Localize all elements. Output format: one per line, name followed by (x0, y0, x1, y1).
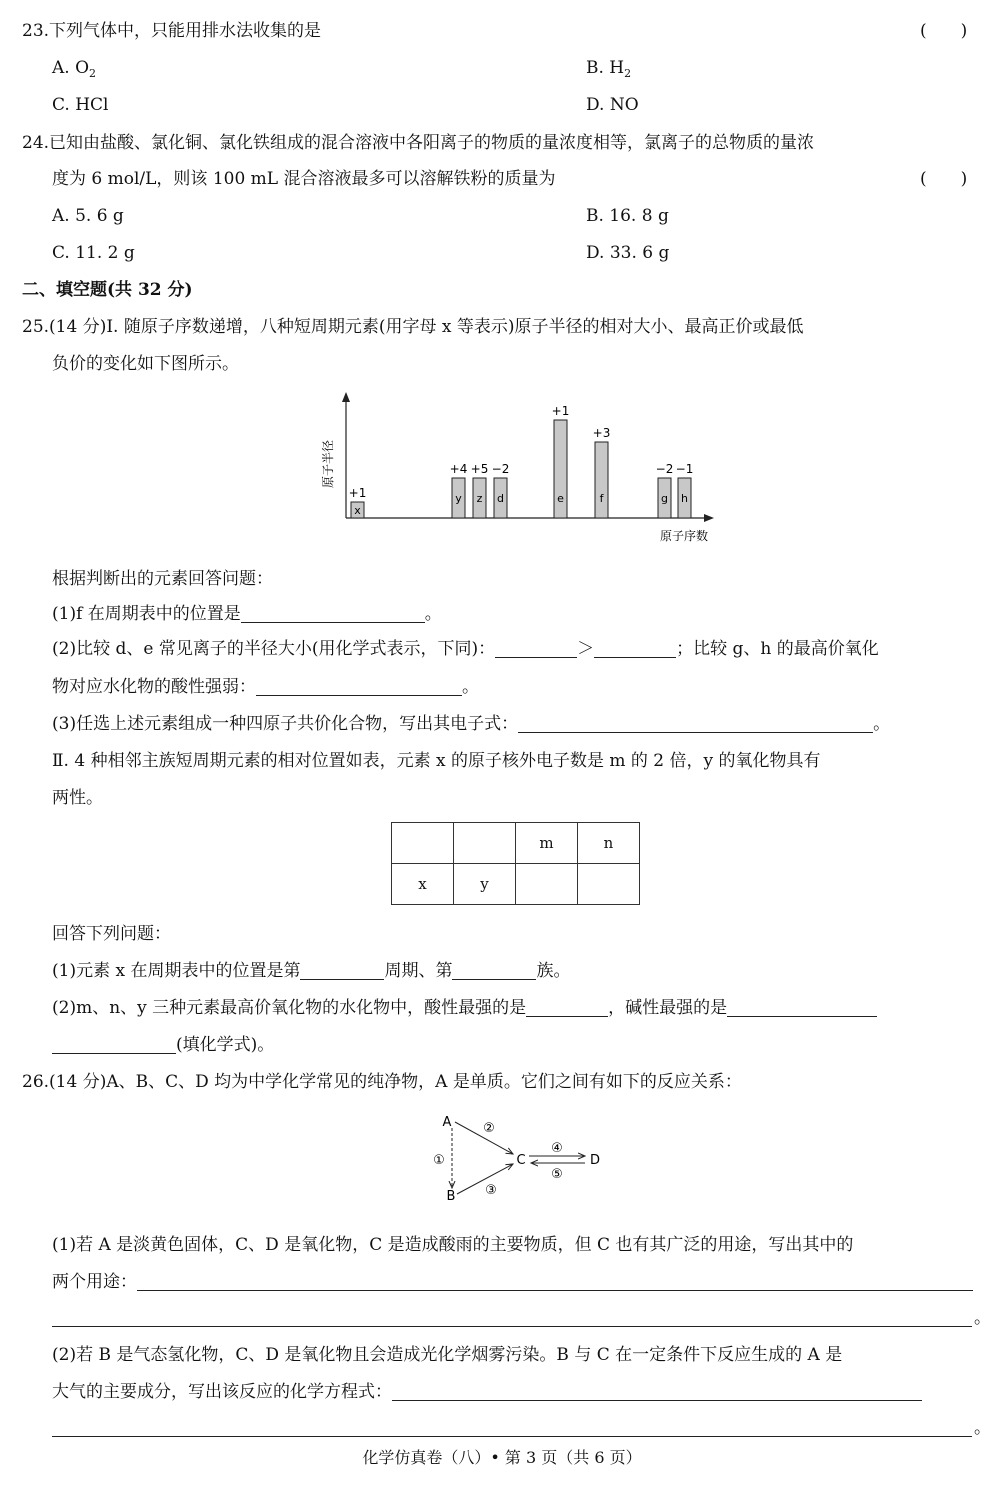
q25-answer-intro: 根据判断出的元素回答问题： (52, 569, 273, 589)
q25-p3: (3)任选上述元素组成一种四原子共价化合物，写出其电子式： 。 (52, 714, 891, 734)
table-cell (578, 864, 640, 905)
q25-p1: (1)f 在周期表中的位置是 。 (52, 604, 442, 624)
chart-valence-label: −2 (491, 462, 510, 476)
q25-p2: (2)比较 d、e 常见离子的半径大小(用化学式表示，下同)： ＞ ；比较 g、h 的最高价氧化 (52, 639, 879, 659)
chart-bar-letter: x (354, 504, 361, 517)
chart-ylabel: 原子半径 (321, 439, 335, 489)
chart-bar-letter: z (476, 492, 483, 505)
q26-p1-line1: (1)若 A 是淡黄色固体，C、D 是氧化物，C 是造成酸雨的主要物质，但 C 也有其广泛的用途，写出其中的 (52, 1235, 854, 1255)
q25-p2-blank-3[interactable] (256, 677, 462, 696)
q23-option-d: D. NO (586, 95, 639, 115)
q24-option-c: C. 11. 2 g (52, 243, 135, 263)
table-cell (516, 864, 578, 905)
node-c: C (516, 1153, 526, 1168)
q26-p1-end: 。 (974, 1308, 991, 1328)
q23-option-a: A. $O_2$ (52, 58, 97, 80)
q25-q2-blank-3[interactable] (52, 1035, 176, 1054)
q24-stem-line2: 度为 6 mol/L，则该 100 mL 混合溶液最多可以溶解铁粉的质量为 (52, 169, 556, 189)
chart-valence-label: +5 (470, 462, 489, 476)
q26-p1-line2: 两个用途： (52, 1270, 973, 1294)
q26-p2-line2: 大气的主要成分，写出该反应的化学方程式： (52, 1380, 922, 1404)
reaction-diagram (425, 1108, 615, 1208)
q25-q1-blank-2[interactable] (452, 961, 536, 980)
q25-p2-line2: 物对应水化物的酸性强弱： 。 (52, 677, 479, 697)
q26-p2-line1: (2)若 B 是气态氢化物，C、D 是氧化物且会造成光化学烟雾污染。B 与 C 在一定条件下反应生成的 A 是 (52, 1345, 843, 1365)
atomic-radius-chart (318, 390, 718, 550)
chart-valence-label: +4 (449, 462, 468, 476)
q25-part2-line2: 两性。 (52, 788, 103, 808)
q26-p2-end: 。 (974, 1418, 991, 1438)
q24-option-b: B. 16. 8 g (586, 206, 669, 226)
chart-xlabel: 原子序数 (659, 529, 709, 543)
chart-bar-f (595, 442, 608, 518)
reaction-3-label: ③ (485, 1183, 497, 1198)
node-d: D (589, 1153, 601, 1168)
q25-p2-blank-1[interactable] (495, 639, 577, 658)
table-row (392, 864, 640, 905)
q25-q2: (2)m、n、y 三种元素最高价氧化物的水化物中，酸性最强的是 ，碱性最强的是 (52, 996, 877, 1020)
reaction-1-label: ① (433, 1153, 445, 1168)
q25-intro-line1: 25.(14 分)Ⅰ. 随原子序数递增，八种短周期元素(用字母 x 等表示)原子半径的相对大小、最高正价或最低 (22, 317, 804, 337)
q25-part2-line1: Ⅱ. 4 种相邻主族短周期元素的相对位置如表，元素 x 的原子核外电子数是 m 的 2 倍，y 的氧化物具有 (52, 751, 821, 771)
q26-p2-blank-2[interactable] (52, 1436, 972, 1437)
q26-p1-blank-1[interactable] (137, 1272, 973, 1291)
q26-intro: 26.(14 分)A、B、C、D 均为中学化学常见的纯净物，A 是单质。它们之间有如下的反应关系： (22, 1072, 742, 1092)
q25-q1: (1)元素 x 在周期表中的位置是第 周期、第 族。 (52, 961, 571, 981)
q26-p2-blank-1[interactable] (392, 1382, 922, 1401)
chart-valence-label: −1 (675, 462, 694, 476)
table-cell (454, 823, 516, 864)
chart-bar-letter: d (497, 492, 504, 505)
reaction-4-label: ④ (551, 1141, 563, 1156)
chart-valence-label: +1 (348, 486, 367, 500)
q23-stem: 23.下列气体中，只能用排水法收集的是 (22, 21, 322, 41)
table-cell: y (454, 864, 516, 905)
reaction-5-label: ⑤ (551, 1167, 563, 1182)
q25-q2-blank-2[interactable] (727, 998, 877, 1017)
q25-q1-blank-1[interactable] (300, 961, 384, 980)
chart-bar-letter: y (455, 492, 462, 505)
table-cell: x (392, 864, 454, 905)
node-a: A (442, 1115, 452, 1130)
chart-bar-letter: f (599, 492, 604, 505)
q23-option-c: C. HCl (52, 95, 109, 115)
q26-p1-blank-2[interactable] (52, 1326, 972, 1327)
node-b: B (446, 1189, 456, 1204)
q25-p1-blank[interactable] (241, 604, 425, 623)
q24-option-d: D. 33. 6 g (586, 243, 670, 263)
chart-valence-label: +1 (551, 404, 570, 418)
q24-answer-paren: ( ) (920, 169, 968, 189)
table-cell: m (516, 823, 578, 864)
chart-bar-letter: g (661, 492, 668, 505)
chart-valence-label: −2 (655, 462, 674, 476)
q25-intro-line2: 负价的变化如下图所示。 (52, 354, 239, 374)
q25-p2-blank-2[interactable] (594, 639, 676, 658)
reaction-2-label: ② (483, 1121, 495, 1136)
q23-option-b: B. $H_2$ (586, 58, 632, 80)
q24-option-a: A. 5. 6 g (52, 206, 124, 226)
q25-answer-intro2: 回答下列问题： (52, 924, 171, 944)
chart-bar-letter: e (557, 492, 564, 505)
q25-q2-line2: (填化学式)。 (52, 1033, 274, 1057)
table-row (392, 823, 640, 864)
chart-bar-letter: h (681, 492, 688, 505)
table-cell (392, 823, 454, 864)
chart-bars-group (349, 404, 694, 518)
q25-p3-blank[interactable] (518, 714, 873, 733)
element-position-table (391, 822, 640, 905)
q25-q2-blank-1[interactable] (526, 998, 608, 1017)
q23-answer-paren: ( ) (920, 21, 968, 41)
table-cell: n (578, 823, 640, 864)
section-heading: 二、填空题(共 32 分) (22, 280, 193, 300)
page-footer: 化学仿真卷（八）• 第 3 页（共 6 页） (362, 1448, 642, 1467)
q24-stem-line1: 24.已知由盐酸、氯化铜、氯化铁组成的混合溶液中各阳离子的物质的量浓度相等，氯离子的总物质的量浓 (22, 133, 815, 153)
chart-valence-label: +3 (592, 426, 611, 440)
